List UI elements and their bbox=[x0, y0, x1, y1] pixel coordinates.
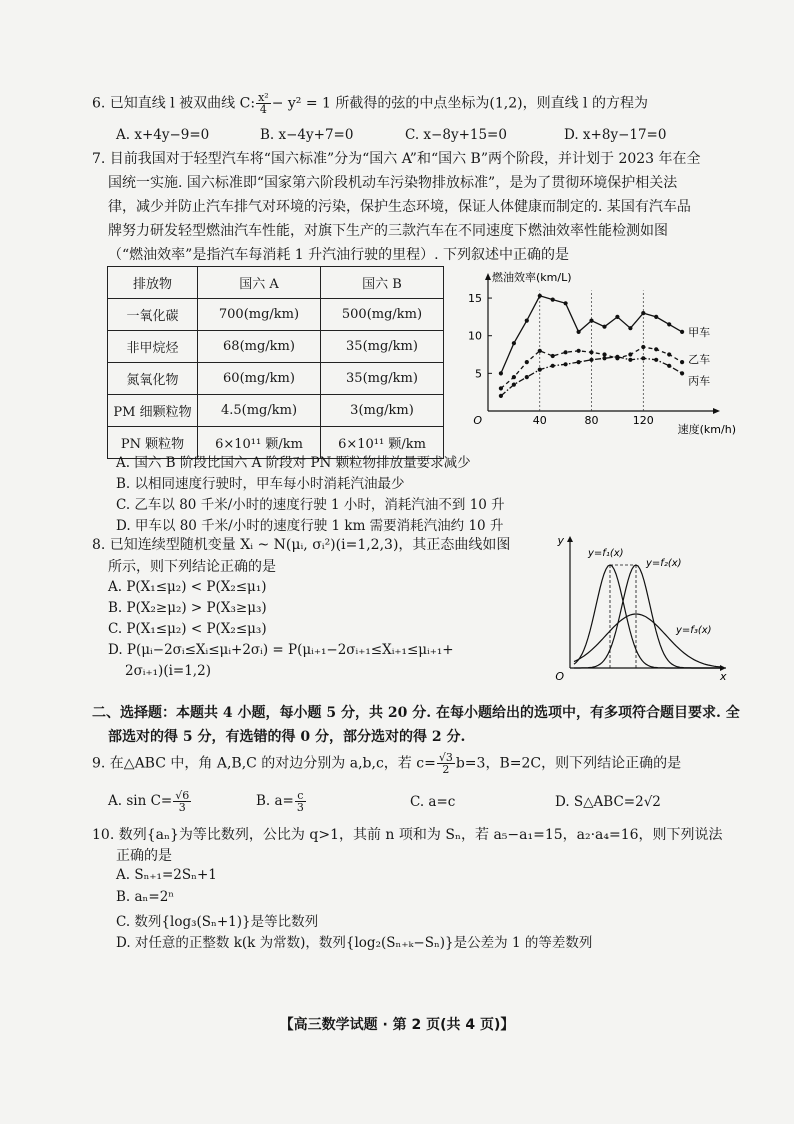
table-row bbox=[108, 363, 444, 395]
data-point bbox=[589, 319, 593, 323]
q9-frac-den: 2 bbox=[442, 763, 450, 776]
q6-stem-prefix: 6. 已知直线 l 被双曲线 C: bbox=[92, 95, 256, 112]
data-point bbox=[667, 352, 671, 356]
normal-curves-figure bbox=[540, 532, 732, 682]
q8-line-2: 所示，则下列结论正确的是 bbox=[108, 559, 276, 575]
table-header-row bbox=[108, 267, 444, 299]
y-tick-label: 15 bbox=[468, 292, 482, 306]
y-axis-title: 燃油效率(km/L) bbox=[492, 271, 572, 284]
q9-option-c: C. a=c bbox=[410, 794, 456, 810]
curve-f2 bbox=[574, 565, 722, 668]
curve-f1 bbox=[574, 565, 722, 668]
q9-option-d: D. S△ABC=2√2 bbox=[555, 794, 661, 810]
section2-line-1: 二、选择题：本题共 4 小题，每小题 5 分，共 20 分. 在每小题给出的选项中，有多项符合题目要求. 全 bbox=[92, 705, 740, 721]
q7-line-1: 7. 目前我国对于轻型汽车将“国六标准”分为“国六 A”和“国六 B”两个阶段，并计划于 2023 年在全 bbox=[92, 151, 701, 167]
q6-frac-num: x² bbox=[258, 91, 269, 104]
q6-option-d: D. x+8y−17=0 bbox=[564, 127, 667, 143]
data-point bbox=[680, 330, 684, 334]
table-cell: 700(mg/km) bbox=[198, 299, 321, 331]
q9-option-a-prefix: A. sin C= bbox=[108, 793, 173, 809]
table-cell: 35(mg/km) bbox=[321, 331, 444, 363]
q6-stem-suffix: − y² = 1 所截得的弦的中点坐标为(1,2)，则直线 l 的方程为 bbox=[271, 95, 648, 112]
data-point bbox=[538, 368, 542, 372]
series-label: 丙车 bbox=[688, 374, 711, 388]
section2-line-2: 部选对的得 5 分，有选错的得 0 分，部分选对的得 2 分. bbox=[108, 729, 466, 745]
data-point bbox=[525, 319, 529, 323]
data-point bbox=[602, 325, 606, 329]
data-point bbox=[628, 358, 632, 362]
y-axis-arrow-icon bbox=[485, 273, 491, 280]
q9-option-a-fraction bbox=[173, 790, 191, 813]
q10-line-1: 10. 数列{aₙ}为等比数列，公比为 q>1，其前 n 项和为 Sₙ，若 a₅−a₁=15，a₂·a₄=16，则下列说法 bbox=[92, 827, 723, 843]
data-point bbox=[589, 350, 593, 354]
q7-option-c: C. 乙车以 80 千米/小时的速度行驶 1 小时，消耗汽油不到 10 升 bbox=[116, 497, 505, 513]
origin-label: O bbox=[555, 670, 564, 682]
q6-option-b: B. x−4y+7=0 bbox=[260, 127, 354, 143]
q10-option-d: D. 对任意的正整数 k(k 为常数)，数列{log₂(Sₙ₊ₖ−Sₙ)}是公差为 1 的等差数列 bbox=[116, 935, 593, 951]
data-point bbox=[564, 350, 568, 354]
table-cell: 68(mg/km) bbox=[198, 331, 321, 363]
q8-option-d: D. P(μᵢ−2σᵢ≤Xᵢ≤μᵢ+2σᵢ) = P(μᵢ₊₁−2σᵢ₊₁≤Xᵢ₊₁≤μᵢ₊₁+ bbox=[108, 642, 454, 658]
q9-fraction bbox=[437, 752, 455, 775]
series-label: 甲车 bbox=[688, 325, 711, 339]
data-point bbox=[680, 360, 684, 364]
q8-option-c: C. P(X₁≤μ₂) < P(X₂≤μ₃) bbox=[108, 621, 267, 637]
q9-option-b-prefix: B. a= bbox=[256, 793, 294, 809]
table-cell: 500(mg/km) bbox=[321, 299, 444, 331]
q9-option-b bbox=[256, 790, 307, 813]
q7-line-2: 国统一实施. 国六标准即“国家第六阶段机动车污染物排放标准”，是为了贯彻环境保护相关法 bbox=[108, 175, 678, 191]
data-point bbox=[512, 341, 516, 345]
q7-line-4: 牌努力研发轻型燃油汽车性能，对旗下生产的三款汽车在不同速度下燃油效率性能检测如图 bbox=[108, 223, 668, 239]
data-point bbox=[551, 364, 555, 368]
table-cell: 35(mg/km) bbox=[321, 363, 444, 395]
q10-option-b: B. aₙ=2ⁿ bbox=[116, 889, 175, 905]
data-point bbox=[654, 358, 658, 362]
table-cell: 6×10¹¹ 颗/km bbox=[198, 427, 321, 459]
data-point bbox=[499, 386, 503, 390]
table-cell: 一氧化碳 bbox=[108, 299, 198, 331]
table-cell: 非甲烷烃 bbox=[108, 331, 198, 363]
data-point bbox=[538, 349, 542, 353]
table-header-cell: 国六 B bbox=[321, 267, 444, 299]
chart-axes bbox=[485, 273, 720, 414]
curve-f3-label: y=f₃(x) bbox=[676, 625, 712, 636]
q8-line-1: 8. 已知连续型随机变量 Xᵢ ~ N(μᵢ, σᵢ²)(i=1,2,3)，其正态曲线如图 bbox=[92, 537, 511, 553]
table-cell: 3(mg/km) bbox=[321, 395, 444, 427]
table-cell: 氮氧化物 bbox=[108, 363, 198, 395]
table-row bbox=[108, 299, 444, 331]
series-label: 乙车 bbox=[688, 353, 711, 367]
data-point bbox=[564, 362, 568, 366]
data-point bbox=[551, 298, 555, 302]
y-axis-arrow-icon bbox=[567, 536, 573, 542]
q9-stem-suffix: b=3，B=2C，则下列结论正确的是 bbox=[455, 755, 682, 772]
data-point bbox=[577, 360, 581, 364]
data-point bbox=[628, 326, 632, 330]
data-point bbox=[628, 352, 632, 356]
q6-frac-den: 4 bbox=[259, 103, 267, 116]
q8-option-a: A. P(X₁≤μ₂) < P(X₂≤μ₁) bbox=[108, 579, 267, 595]
q9-option-a-den: 3 bbox=[178, 801, 186, 814]
curve-f1-label: y=f₁(x) bbox=[588, 548, 624, 559]
origin-label: O bbox=[473, 414, 482, 427]
data-point bbox=[525, 375, 529, 379]
y-tick-label: 10 bbox=[468, 329, 482, 343]
q7-line-3: 律，减少并防止汽车排气对环境的污染，保护生态环境，保证人体健康而制定的. 某国有汽车品 bbox=[108, 199, 691, 215]
x-tick-label: 80 bbox=[584, 414, 599, 427]
q10-line-2: 正确的是 bbox=[116, 848, 172, 864]
data-point bbox=[615, 355, 619, 359]
q7-option-d: D. 甲车以 80 千米/小时的速度行驶 1 km 需要消耗汽油约 10 升 bbox=[116, 518, 504, 534]
q9-option-b-num: c bbox=[295, 790, 306, 802]
emission-table bbox=[107, 266, 444, 459]
data-point bbox=[667, 364, 671, 368]
q10-option-c: C. 数列{log₃(Sₙ+1)}是等比数列 bbox=[116, 914, 319, 930]
data-point bbox=[641, 345, 645, 349]
table-cell: 4.5(mg/km) bbox=[198, 395, 321, 427]
q10-option-a: A. Sₙ₊₁=2Sₙ+1 bbox=[116, 867, 217, 883]
curve-f2-label: y=f₂(x) bbox=[646, 558, 682, 569]
q9-stem bbox=[92, 752, 681, 775]
fuel-efficiency-chart bbox=[466, 268, 736, 438]
q6-option-c: C. x−8y+15=0 bbox=[405, 127, 507, 143]
data-point bbox=[499, 394, 503, 398]
q7-option-b: B. 以相同速度行驶时，甲车每小时消耗汽油最少 bbox=[116, 476, 405, 492]
table-header-cell: 国六 A bbox=[198, 267, 321, 299]
q6-stem bbox=[92, 92, 648, 115]
data-point bbox=[667, 322, 671, 326]
data-point bbox=[615, 315, 619, 319]
data-point bbox=[589, 358, 593, 362]
data-point bbox=[512, 383, 516, 387]
curve-f3 bbox=[574, 614, 722, 667]
q8-option-d-cont: 2σᵢ₊₁)(i=1,2) bbox=[125, 663, 211, 679]
data-point bbox=[512, 375, 516, 379]
data-point bbox=[602, 356, 606, 360]
table-cell: PN 颗粒物 bbox=[108, 427, 198, 459]
q9-option-a-num: √6 bbox=[175, 789, 190, 802]
data-point bbox=[538, 294, 542, 298]
data-point bbox=[641, 311, 645, 315]
q9-option-b-den: 3 bbox=[296, 801, 304, 814]
q7-line-5: （“燃油效率”是指汽车每消耗 1 升汽油行驶的里程）. 下列叙述中正确的是 bbox=[108, 247, 570, 263]
table-cell: 60(mg/km) bbox=[198, 363, 321, 395]
data-point bbox=[551, 354, 555, 358]
q9-stem-prefix: 9. 在△ABC 中，角 A,B,C 的对边分别为 a,b,c，若 c= bbox=[92, 755, 436, 772]
data-point bbox=[499, 371, 503, 375]
data-point bbox=[641, 356, 645, 360]
x-axis-title: 速度(km/h) bbox=[677, 423, 736, 436]
data-point bbox=[525, 360, 529, 364]
data-point bbox=[654, 347, 658, 351]
q9-option-a bbox=[108, 790, 192, 813]
data-point bbox=[564, 301, 568, 305]
x-axis-label: x bbox=[720, 670, 727, 682]
data-point bbox=[602, 352, 606, 356]
x-axis-arrow-icon bbox=[713, 408, 720, 414]
data-point bbox=[680, 371, 684, 375]
page-footer: 【高三数学试题 · 第 2 页(共 4 页)】 bbox=[279, 1017, 515, 1033]
x-tick-label: 40 bbox=[532, 414, 547, 427]
data-point bbox=[577, 349, 581, 353]
table-cell: 6×10¹¹ 颗/km bbox=[321, 427, 444, 459]
table-header-cell: 排放物 bbox=[108, 267, 198, 299]
q8-option-b: B. P(X₂≥μ₂) > P(X₃≥μ₃) bbox=[108, 600, 267, 616]
data-point bbox=[654, 315, 658, 319]
q7-option-a: A. 国六 B 阶段比国六 A 阶段对 PN 颗粒物排放量要求减少 bbox=[116, 455, 471, 471]
q6-option-a: A. x+4y−9=0 bbox=[116, 127, 210, 143]
data-point bbox=[577, 330, 581, 334]
q9-frac-num: √3 bbox=[438, 751, 453, 764]
y-tick-label: 5 bbox=[475, 367, 482, 381]
q9-option-b-fraction bbox=[295, 790, 306, 813]
q6-fraction bbox=[256, 92, 271, 115]
x-tick-label: 120 bbox=[632, 414, 654, 427]
table-row bbox=[108, 395, 444, 427]
table-cell: PM 细颗粒物 bbox=[108, 395, 198, 427]
y-axis-label: y bbox=[557, 534, 564, 547]
table-row bbox=[108, 331, 444, 363]
